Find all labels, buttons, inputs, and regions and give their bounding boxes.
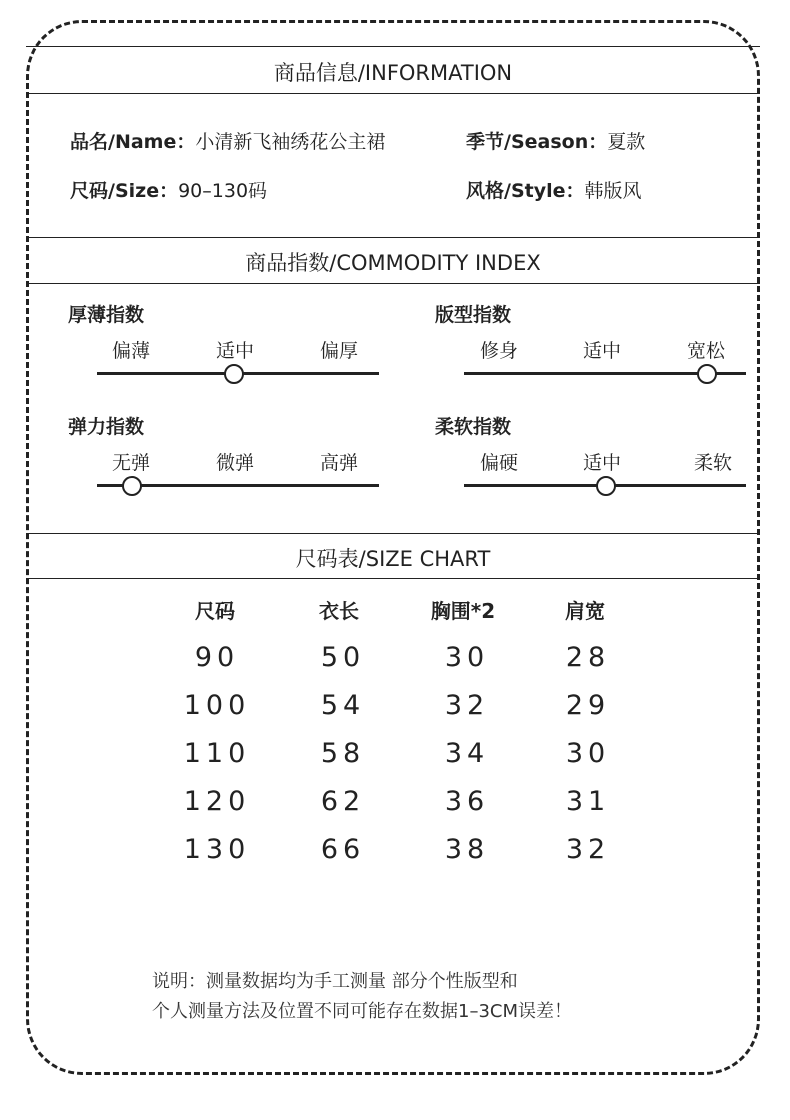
- index-option: 修身: [480, 340, 519, 362]
- divider: [26, 578, 760, 579]
- softness-slider-knob: [596, 476, 616, 496]
- measurement-note-line1: 说明：测量数据均为手工测量 部分个性版型和: [152, 971, 518, 992]
- size-chart-title: 尺码表/SIZE CHART: [295, 547, 491, 571]
- index-option: 偏薄: [112, 340, 151, 362]
- shoulder-cell: 30: [565, 738, 611, 769]
- name-label: 品名/Name：: [70, 131, 196, 153]
- index-title-thickness: 厚薄指数: [68, 304, 145, 326]
- divider: [26, 533, 760, 534]
- index-title-fit: 版型指数: [435, 304, 512, 326]
- shoulder-cell: 28: [565, 642, 611, 673]
- season-value: 夏款: [607, 131, 646, 153]
- length-cell: 54: [320, 690, 366, 721]
- index-option: 偏厚: [320, 340, 359, 362]
- length-header: 衣长: [319, 599, 359, 623]
- divider: [26, 46, 760, 47]
- season-label: 季节/Season：: [466, 131, 608, 153]
- size-header: 尺码: [195, 599, 235, 623]
- name-value: 小清新飞袖绣花公主裙: [195, 131, 386, 153]
- index-option: 宽松: [687, 340, 726, 362]
- chest-cell: 34: [444, 738, 490, 769]
- shoulder-header: 肩宽: [565, 599, 605, 623]
- divider: [26, 93, 760, 94]
- chest-cell: 32: [444, 690, 490, 721]
- index-title-softness: 柔软指数: [435, 416, 512, 438]
- information-title: 商品信息/INFORMATION: [273, 61, 513, 85]
- elasticity-slider-knob: [122, 476, 142, 496]
- length-cell: 62: [320, 786, 366, 817]
- shoulder-cell: 31: [565, 786, 611, 817]
- size-value: 90–130码: [178, 180, 268, 202]
- divider: [26, 283, 760, 284]
- thickness-slider-knob: [224, 364, 244, 384]
- index-title-elasticity: 弹力指数: [68, 416, 145, 438]
- fit-slider-knob: [697, 364, 717, 384]
- style-label: 风格/Style：: [466, 180, 585, 202]
- size-cell: 110: [183, 738, 251, 769]
- size-cell: 90: [194, 642, 240, 673]
- index-option: 偏硬: [480, 452, 519, 474]
- index-option: 适中: [583, 452, 622, 474]
- chest-cell: 38: [444, 834, 490, 865]
- index-option: 高弹: [320, 452, 359, 474]
- index-option: 无弹: [112, 452, 151, 474]
- commodity-index-title: 商品指数/COMMODITY INDEX: [245, 251, 541, 275]
- index-option: 适中: [583, 340, 622, 362]
- shoulder-cell: 32: [565, 834, 611, 865]
- index-option: 微弹: [216, 452, 255, 474]
- shoulder-cell: 29: [565, 690, 611, 721]
- size-cell: 100: [183, 690, 251, 721]
- info-season: [466, 127, 645, 154]
- info-name: [70, 127, 385, 154]
- info-size: [70, 176, 267, 203]
- size-label: 尺码/Size：: [70, 180, 179, 202]
- index-option: 柔软: [694, 452, 733, 474]
- measurement-note-line2: 个人测量方法及位置不同可能存在数据1–3CM误差！: [152, 1001, 573, 1022]
- length-cell: 58: [320, 738, 366, 769]
- size-cell: 120: [183, 786, 251, 817]
- length-cell: 50: [320, 642, 366, 673]
- style-value: 韩版风: [584, 180, 642, 202]
- chest-cell: 30: [444, 642, 490, 673]
- chest-header: 胸围*2: [430, 599, 496, 623]
- size-cell: 130: [183, 834, 251, 865]
- index-option: 适中: [216, 340, 255, 362]
- length-cell: 66: [320, 834, 366, 865]
- divider: [26, 237, 760, 238]
- chest-cell: 36: [444, 786, 490, 817]
- info-style: [466, 176, 642, 203]
